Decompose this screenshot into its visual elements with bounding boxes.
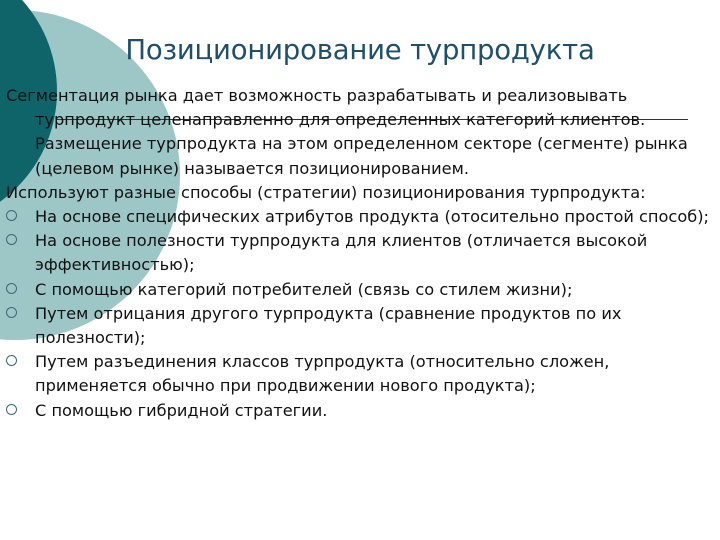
list-item (6, 229, 720, 277)
hollow-circle-icon (6, 210, 17, 221)
slide-body (6, 84, 720, 423)
list-item (6, 399, 720, 423)
list-item-text: На основе специфических атрибутов продукта (отосительно простой способ); (35, 207, 709, 227)
list-item-text: С помощью категорий потребителей (связь со стилем жизни); (35, 279, 573, 299)
hollow-circle-icon (6, 404, 17, 415)
slide-title: Позиционирование турпродукта (125, 34, 595, 66)
hollow-circle-icon (6, 355, 17, 366)
hollow-circle-icon (6, 307, 17, 318)
list-item (6, 205, 720, 229)
hollow-circle-icon (6, 234, 17, 245)
list-item-text: Путем разъединения классов турпродукта (относительно сложен, применяется обычно при продвижении нового продукта); (35, 352, 610, 396)
hollow-circle-icon (6, 283, 17, 294)
list-item (6, 350, 720, 398)
strategy-list (6, 205, 720, 423)
list-item-text: Путем отрицания другого турпродукта (сравнение продуктов по их полезности); (35, 303, 622, 348)
list-item (6, 302, 720, 350)
paragraph-segmentation: Сегментация рынка дает возможность разрабатывать и реализовывать турпродукт целенаправленно для определенных категорий клиентов. Размещение турпродукта на этом определенном секторе (сегменте) рынка (целевом рынке) называется позиционированием. (6, 86, 688, 178)
paragraph-strategies-intro: Используют разные способы (стратегии) позиционирования турпродукта: (6, 182, 646, 202)
list-item-text: С помощью гибридной стратегии. (35, 400, 328, 420)
list-item (6, 278, 720, 302)
list-item-text: На основе полезности турпродукта для клиентов (отличается высокой эффективностью); (35, 231, 648, 275)
